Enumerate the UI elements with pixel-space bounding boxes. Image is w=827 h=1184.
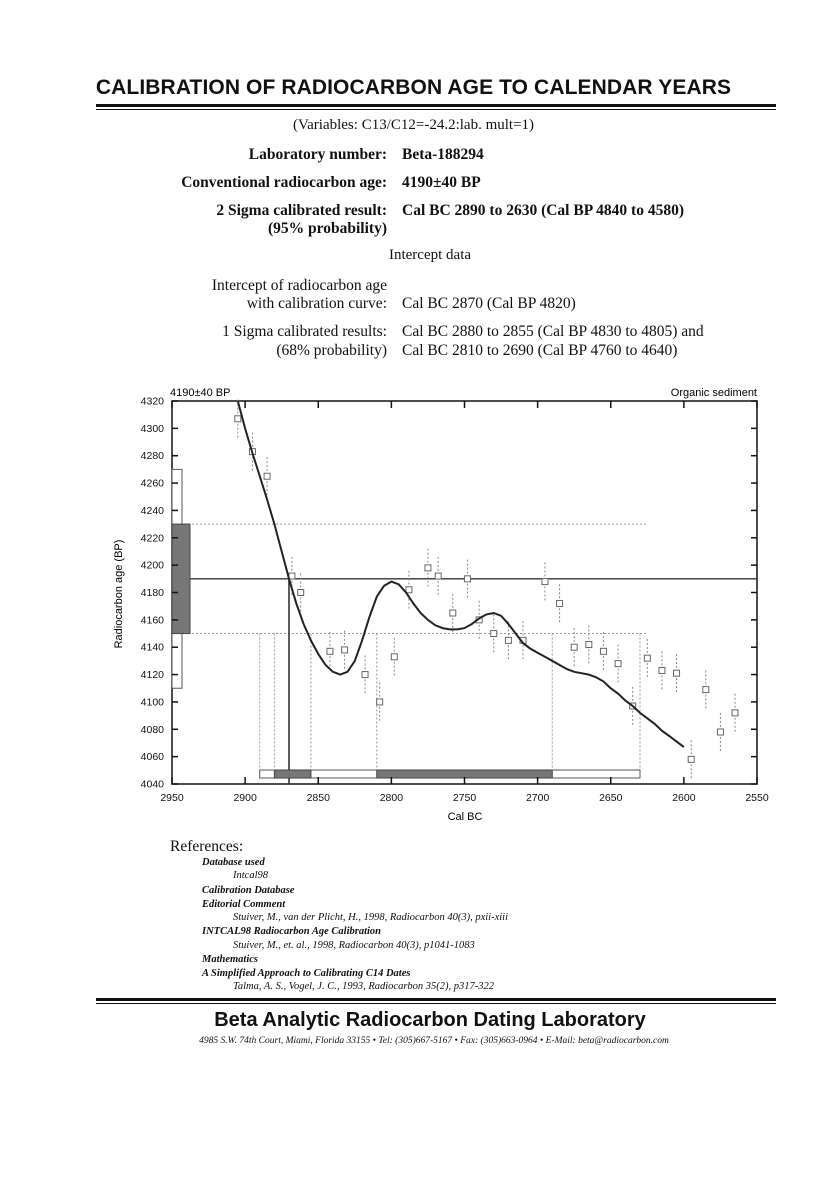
lab-number-label: Laboratory number:: [248, 146, 387, 163]
y-axis-label: Radiocarbon age (BP): [113, 539, 125, 649]
ref-intcal: INTCAL98 Radiocarbon Age Calibration: [202, 926, 382, 937]
bottom-rule-thin: [96, 1003, 776, 1004]
chart-title-right: Organic sediment: [670, 387, 757, 399]
data-point: [377, 699, 383, 705]
x-tick-label: 2700: [525, 792, 550, 804]
references-heading: References:: [170, 838, 244, 855]
ref-database-value: Intcal98: [233, 870, 268, 881]
one-sigma-label: 1 Sigma calibrated results:: [222, 323, 387, 340]
data-point: [235, 416, 241, 422]
calibration-curve-line: [238, 401, 684, 747]
two-sigma-label: 2 Sigma calibrated result:: [216, 202, 387, 219]
y-tick-label: 4120: [140, 669, 164, 682]
one-sigma-age-bar: [172, 524, 190, 633]
axis-layer: [141, 396, 769, 805]
x-tick-label: 2750: [452, 792, 477, 804]
top-rule-thin: [96, 109, 776, 110]
data-point: [717, 729, 723, 735]
y-tick-label: 4100: [140, 696, 164, 709]
ref-database-used: Database used: [202, 857, 265, 868]
y-tick-label: 4280: [140, 450, 164, 463]
two-sigma-probability: (95% probability): [268, 220, 387, 237]
ref-simplified-approach: A Simplified Approach to Calibrating C14 Dates: [202, 968, 411, 979]
y-tick-label: 4140: [140, 641, 164, 654]
x-axis-label: Cal BC: [447, 811, 483, 823]
data-point: [435, 573, 441, 579]
data-point: [542, 579, 548, 585]
plot-layer: [172, 401, 757, 784]
data-point: [586, 641, 592, 647]
ref-calibration-database: Calibration Database: [202, 885, 295, 896]
x-tick-label: 2650: [599, 792, 623, 804]
intercept-value: Cal BC 2870 (Cal BP 4820): [402, 295, 576, 312]
x-tick-label: 2600: [672, 792, 696, 804]
two-sigma-value: Cal BC 2890 to 2630 (Cal BP 4840 to 4580): [402, 202, 685, 219]
variables-line: (Variables: C13/C12=-24.2:lab. mult=1): [292, 117, 535, 133]
calibration-curve-layer: [235, 400, 738, 779]
ref-editorial-value: Stuiver, M., van der Plicht, H., 1998, Radiocarbon 40(3), pxii-xiii: [233, 912, 508, 923]
data-point: [571, 644, 577, 650]
data-point: [674, 670, 680, 676]
y-tick-label: 4320: [140, 395, 164, 408]
data-point: [450, 610, 456, 616]
bottom-rule: [96, 998, 776, 1001]
data-point: [342, 647, 348, 653]
data-point: [362, 672, 368, 678]
y-tick-label: 4200: [140, 559, 164, 572]
document-title: CALIBRATION OF RADIOCARBON AGE TO CALENDAR YEARS: [95, 76, 732, 99]
data-point: [464, 576, 470, 582]
lab-address: 4985 S.W. 74th Court, Miami, Florida 33155 • Tel: (305)667-5167 • Fax: (305)663-0964 • E-Mail: beta@radiocarbon.com: [199, 1036, 669, 1046]
data-point: [491, 631, 497, 637]
data-point: [703, 687, 709, 693]
one-sigma-value-line1: Cal BC 2880 to 2855 (Cal BP 4830 to 4805) and: [402, 323, 704, 340]
one-sigma-range-bar-1: [377, 770, 553, 778]
y-tick-label: 4080: [140, 723, 164, 736]
y-tick-label: 4060: [140, 751, 164, 764]
data-point: [391, 654, 397, 660]
y-tick-label: 4180: [140, 587, 164, 599]
one-sigma-value-line2: Cal BC 2810 to 2690 (Cal BP 4760 to 4640): [402, 342, 678, 359]
x-tick-label: 2950: [160, 792, 184, 804]
y-tick-label: 4300: [140, 422, 164, 435]
intercept-label-line2: with calibration curve:: [246, 295, 387, 312]
data-point: [327, 648, 333, 654]
data-point: [505, 637, 511, 643]
y-tick-label: 4260: [140, 477, 164, 490]
lab-name: Beta Analytic Radiocarbon Dating Laboratory: [214, 1009, 646, 1031]
lab-number-value: Beta-188294: [402, 146, 484, 163]
x-tick-label: 2550: [745, 792, 769, 804]
data-point: [615, 661, 621, 667]
data-point: [298, 590, 304, 596]
ref-mathematics: Mathematics: [202, 954, 259, 965]
x-tick-label: 2800: [379, 792, 404, 804]
ref-intcal-value: Stuiver, M., et. al., 1998, Radiocarbon 40(3), p1041-1083: [233, 940, 475, 951]
calibration-chart: [110, 382, 770, 828]
data-point: [264, 473, 270, 479]
intercept-label-line1: Intercept of radiocarbon age: [211, 277, 387, 294]
intercept-heading: Intercept data: [388, 247, 472, 263]
y-tick-label: 4240: [140, 504, 164, 517]
data-point: [406, 587, 412, 593]
one-sigma-probability: (68% probability): [276, 342, 387, 359]
data-point: [600, 648, 606, 654]
data-point: [659, 667, 665, 673]
data-point: [688, 756, 694, 762]
data-point: [425, 565, 431, 571]
x-tick-label: 2900: [233, 792, 257, 804]
data-point: [644, 655, 650, 661]
x-tick-label: 2850: [306, 792, 330, 804]
y-tick-label: 4220: [140, 532, 164, 545]
conv-age-label: Conventional radiocarbon age:: [181, 174, 387, 191]
y-tick-label: 4040: [140, 778, 164, 791]
one-sigma-range-bar-0: [274, 770, 311, 778]
conv-age-value: 4190±40 BP: [402, 174, 481, 191]
ref-editorial-comment: Editorial Comment: [202, 899, 286, 910]
ref-simplified-value: Talma, A. S., Vogel, J. C., 1993, Radiocarbon 35(2), p317-322: [233, 981, 495, 992]
data-point: [732, 710, 738, 716]
data-point: [557, 600, 563, 606]
y-tick-label: 4160: [140, 614, 164, 627]
chart-title-left: 4190±40 BP: [170, 387, 231, 399]
top-rule: [96, 104, 776, 107]
